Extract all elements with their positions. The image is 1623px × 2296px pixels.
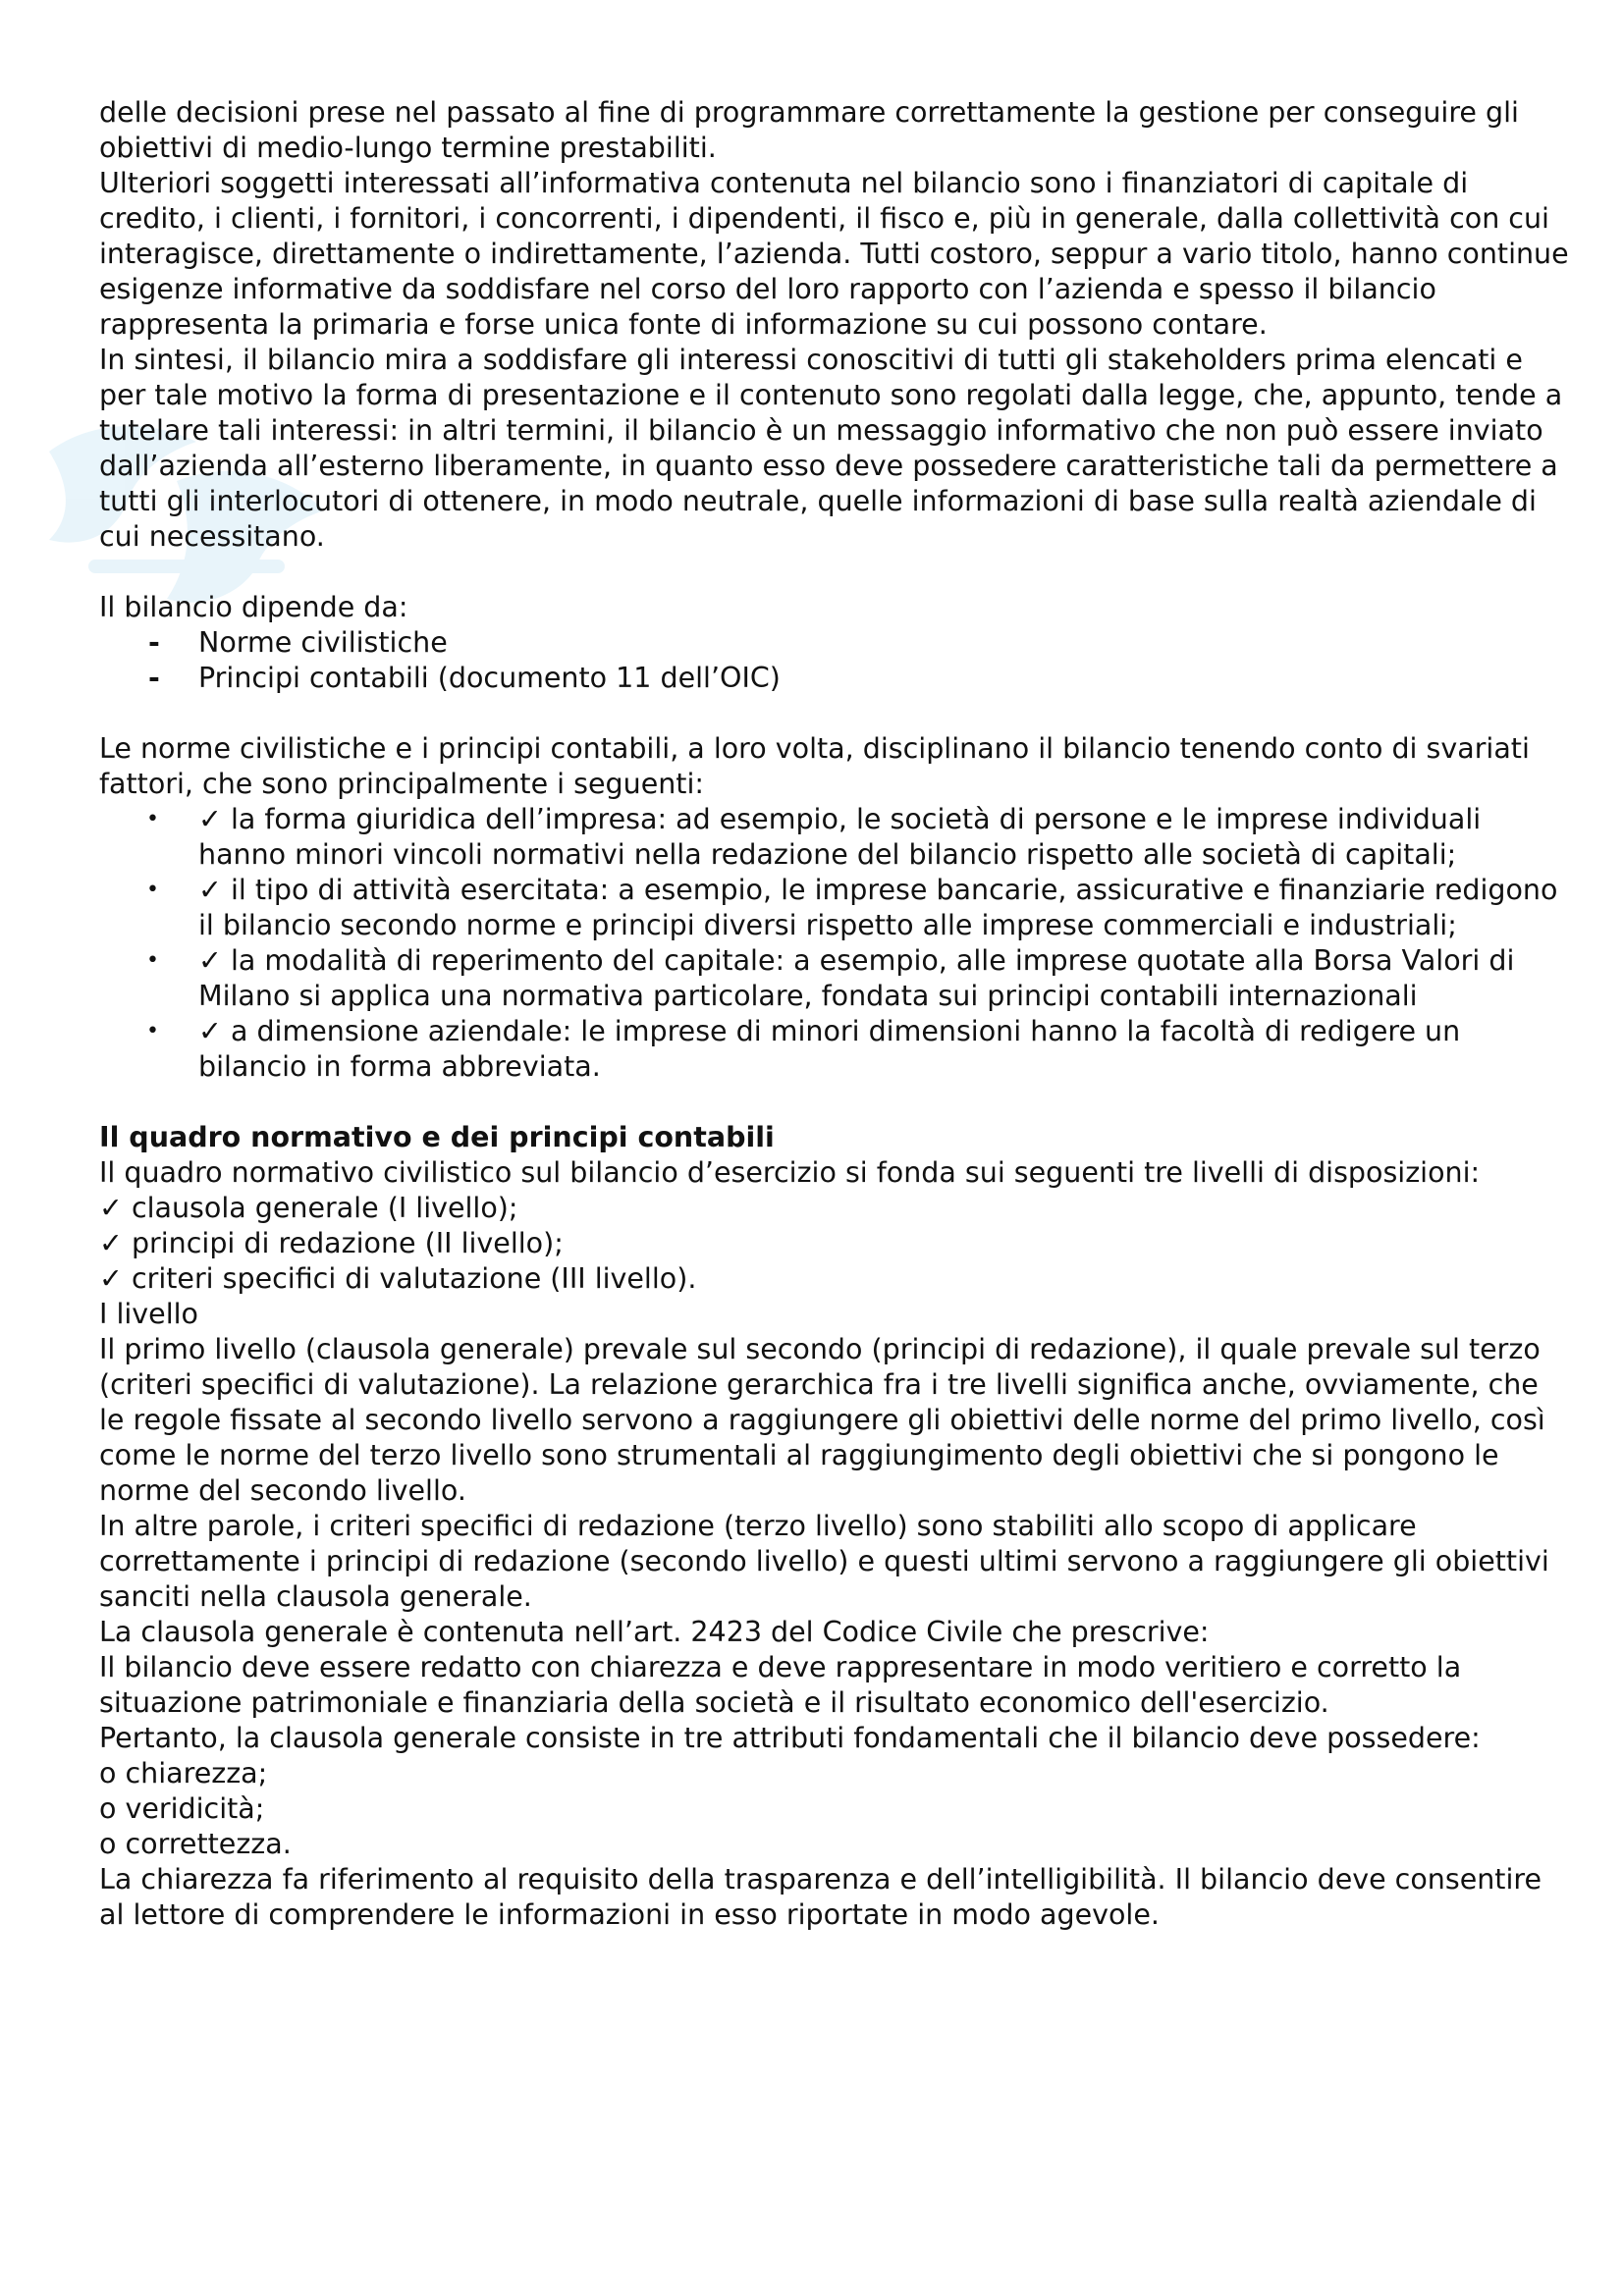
bullet-marker: • [146,1019,159,1043]
fattori-list [99,802,1572,1085]
list-item-text: Principi contabili (documento 11 dell’OIC) [198,662,781,694]
list-item-text: ✓ a dimensione aziendale: le imprese di minori dimensioni hanno la facoltà di redigere un bilancio in forma abbreviata. [198,1015,1461,1083]
quadro-line: In altre parole, i criteri specifici di redazione (terzo livello) sono stabiliti allo scopo di applicare correttamente i principi di redazione (secondo livello) e questi ultimi servono a raggiungere gli obiettivi sanciti nella clausola generale. [99,1510,1549,1613]
document-page [99,95,1572,1933]
quadro-line: Pertanto, la clausola generale consiste in tre attributi fondamentali che il bilancio deve possedere: [99,1722,1481,1754]
quadro-line: o chiarezza; [99,1757,268,1789]
quadro-line: o correttezza. [99,1828,292,1860]
quadro-line: Il primo livello (clausola generale) prevale sul secondo (principi di redazione), il quale prevale sul terzo (criteri specifici di valutazione). La relazione gerarchica fra i tre livelli significa anche, ovviamente, che le regole fissate al secondo livello servono a raggiungere gli obiettivi delle norme del primo livello, così come le norme del terzo livello sono strumentali al raggiungimento degli obiettivi che si pongono le norme del secondo livello. [99,1333,1545,1507]
list-item-text: Norme civilistiche [198,626,448,659]
quadro-line: ✓ principi di redazione (II livello); [99,1227,564,1259]
list-item-text: ✓ la modalità di reperimento del capitale: a esempio, alle imprese quotate alla Borsa Valori di Milano si applica una normativa particolare, fondata sui principi contabili internazionali [198,944,1515,1012]
list-item [99,625,1572,661]
quadro-line: Il quadro normativo civilistico sul bilancio d’esercizio si fonda sui seguenti tre livelli di disposizioni: [99,1156,1481,1189]
quadro-line: ✓ clausola generale (I livello); [99,1192,518,1224]
list-item [99,943,1572,1014]
list-item [99,1014,1572,1085]
quadro-line: I livello [99,1298,198,1330]
quadro-line: La chiarezza fa riferimento al requisito della trasparenza e dell’intelligibilità. Il bilancio deve consentire al lettore di comprendere le informazioni in esso riportate in modo agevole. [99,1863,1542,1931]
bullet-marker: • [146,948,159,973]
intro-paragraph-3: In sintesi, il bilancio mira a soddisfare gli interessi conoscitivi di tutti gli stakeholders prima elencati e per tale motivo la forma di presentazione e il contenuto sono regolati dalla legge, che, appunto, tende a tutelare tali interessi: in altri termini, il bilancio è un messaggio informativo che non può essere inviato dall’azienda all’esterno liberamente, in quanto esso deve possedere caratteristiche tali da permettere a tutti gli interlocutori di ottenere, in modo neutrale, quelle informazioni di base sulla realtà aziendale di cui necessitano. [99,344,1563,553]
quadro-line: o veridicità; [99,1792,265,1825]
list-item [99,873,1572,943]
section-heading: Il quadro normativo e dei principi contabili [99,1121,775,1153]
intro-paragraph-2: Ulteriori soggetti interessati all’informativa contenuta nel bilancio sono i finanziatori di capitale di credito, i clienti, i fornitori, i concorrenti, i dipendenti, il fisco e, più in generale, dalla collettività con cui interagisce, direttamente o indirettamente, l’azienda. Tutti costoro, seppur a vario titolo, hanno continue esigenze informative da soddisfare nel corso del loro rapporto con l’azienda e spesso il bilancio rappresenta la primaria e forse unica fonte di informazione su cui possono contare. [99,167,1569,341]
list-item [99,802,1572,873]
bullet-marker: • [146,878,159,902]
dash-marker: - [148,626,160,659]
quadro-line: Il bilancio deve essere redatto con chiarezza e deve rappresentare in modo veritiero e corretto la situazione patrimoniale e finanziaria della società e il risultato economico dell'esercizio. [99,1651,1462,1719]
intro-paragraph-1: delle decisioni prese nel passato al fine di programmare correttamente la gestione per conseguire gli obiettivi di medio-lungo termine prestabiliti. [99,96,1519,164]
dash-marker: - [148,662,160,694]
list-item [99,661,1572,696]
bullet-marker: • [146,807,159,831]
dipende-intro: Il bilancio dipende da: [99,591,408,623]
quadro-line: La clausola generale è contenuta nell’art. 2423 del Codice Civile che prescrive: [99,1616,1210,1648]
list-item-text: ✓ il tipo di attività esercitata: a esempio, le imprese bancarie, assicurative e finanziarie redigono il bilancio secondo norme e principi diversi rispetto alle imprese commerciali e industriali; [198,874,1558,941]
fattori-intro: Le norme civilistiche e i principi contabili, a loro volta, disciplinano il bilancio tenendo conto di svariati fattori, che sono principalmente i seguenti: [99,732,1530,800]
list-item-text: ✓ la forma giuridica dell’impresa: ad esempio, le società di persone e le imprese individuali hanno minori vincoli normativi nella redazione del bilancio rispetto alle società di capitali; [198,803,1482,871]
dipende-list [99,625,1572,696]
quadro-line: ✓ criteri specifici di valutazione (III livello). [99,1262,697,1295]
